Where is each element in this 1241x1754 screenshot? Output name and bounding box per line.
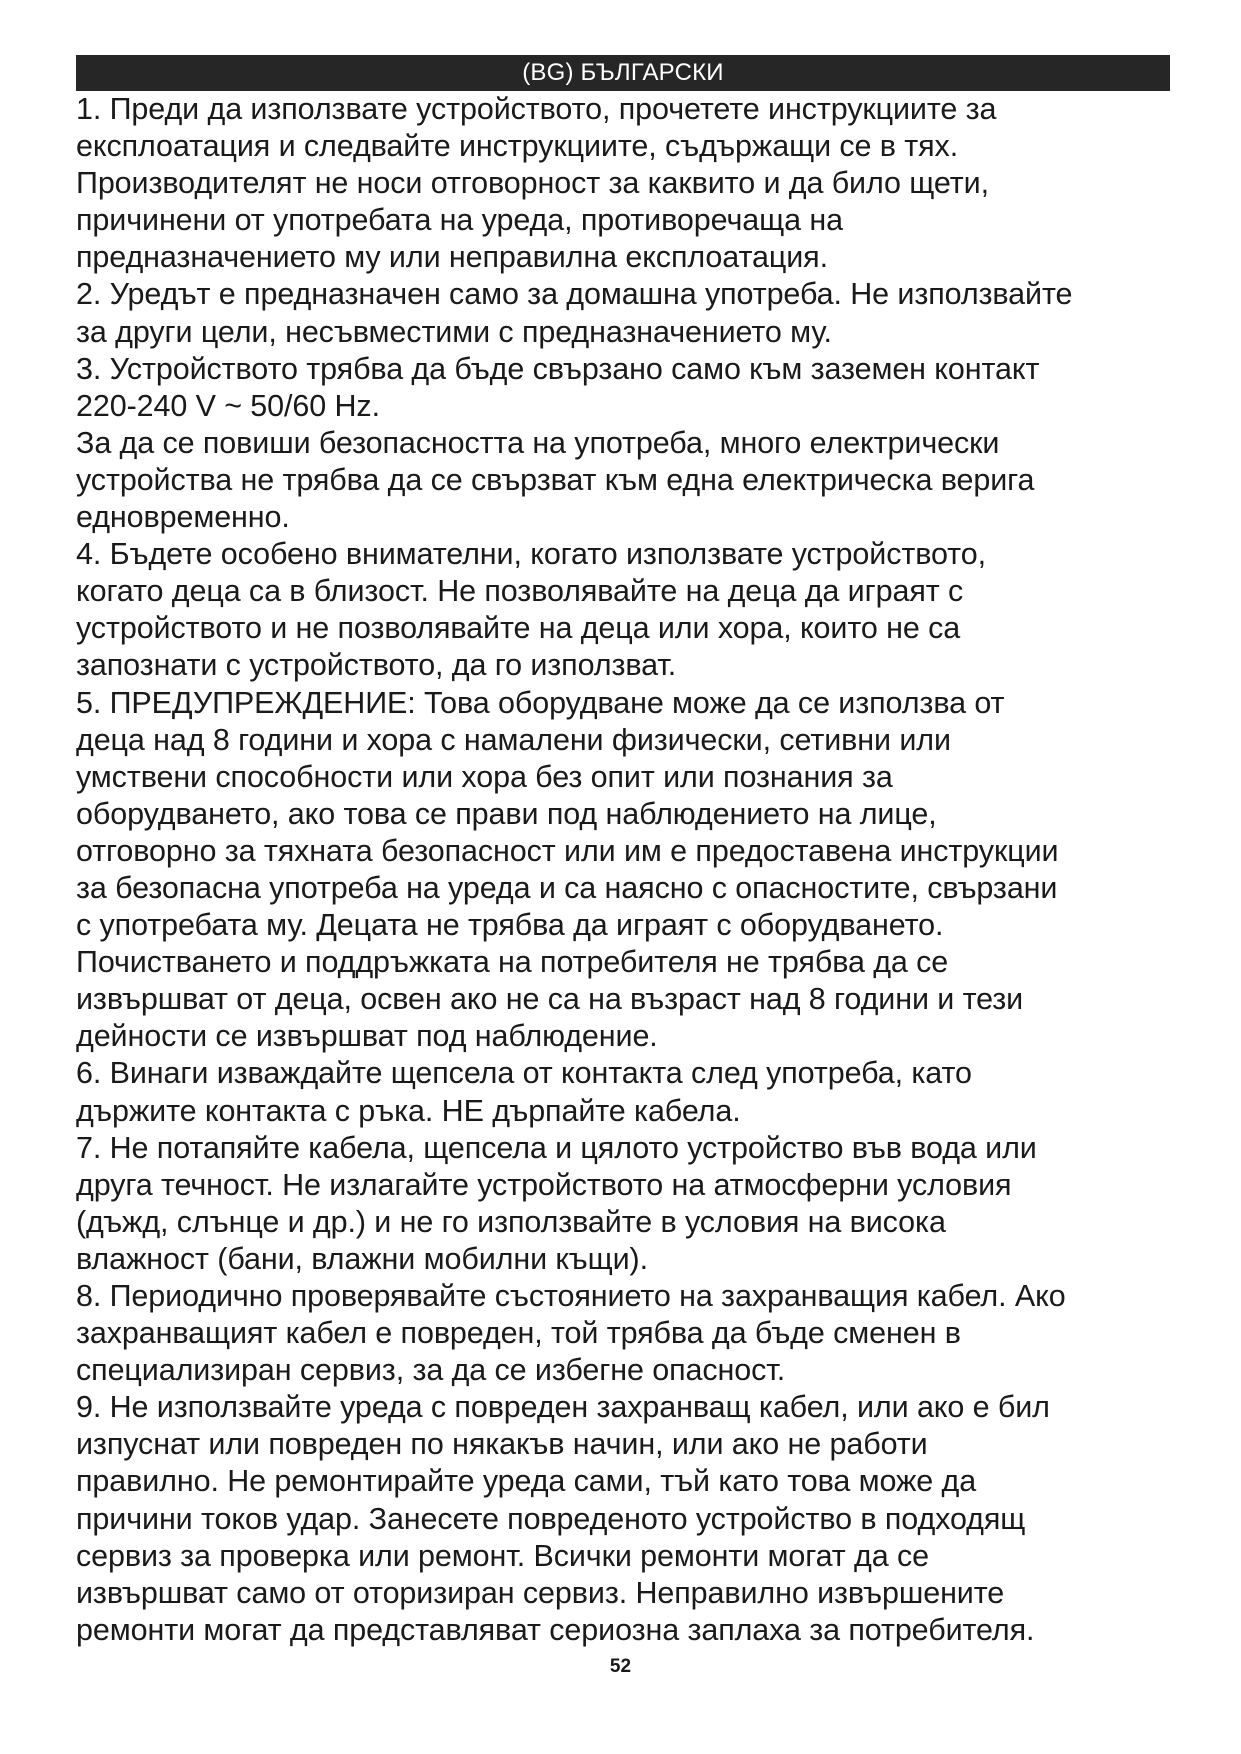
text-line: запознати с устройството, да го използват. (76, 648, 677, 683)
instruction-paragraph-5 (76, 685, 1186, 1056)
text-line: причинени от употребата на уреда, противоречаща на (76, 203, 843, 238)
text-line: причини токов удар. Занесете повреденото устройство в подходящ (76, 1501, 1026, 1536)
text-line: захранващият кабел е повреден, той трябва да бъде сменен в (76, 1316, 961, 1351)
text-line: 220-240 V ~ 50/60 Hz. (76, 388, 380, 423)
text-line: устройството и не позволявайте на деца или хора, които не са (76, 611, 961, 646)
instruction-paragraph-6 (76, 1055, 1186, 1129)
text-line: извършват от деца, освен ако не са на възраст над 8 години и тези (76, 982, 1024, 1017)
page-number: 52 (609, 1656, 632, 1677)
instructions-body (76, 91, 1186, 1649)
text-line: 5. ПРЕДУПРЕЖДЕНИЕ: Това оборудване може да се използва от (76, 685, 1005, 720)
text-line: Производителят не носи отговорност за каквито и да било щети, (76, 166, 989, 201)
text-line: влажност (бани, влажни мобилни къщи). (76, 1241, 648, 1276)
text-line: ремонти могат да представляват сериозна заплаха за потребителя. (76, 1612, 1035, 1647)
instruction-paragraph-9 (76, 1389, 1186, 1649)
text-line: За да се повиши безопасността на употреба, много електрически (76, 425, 1000, 460)
text-line: за други цели, несъвместими с предназначението му. (76, 314, 832, 349)
text-line: 7. Не потапяйте кабела, щепсела и цялото устройство във вода или (76, 1130, 1037, 1165)
text-line: с употребата му. Децата не трябва да играят с оборудването. (76, 908, 944, 943)
text-line: 3. Устройството трябва да бъде свързано само към заземен контакт (76, 351, 1040, 386)
text-line: правилно. Не ремонтирайте уреда сами, тъй като това може да (76, 1464, 977, 1499)
text-line: отговорно за тяхната безопасност или им е предоставена инструкции (76, 833, 1059, 868)
instruction-paragraph-7 (76, 1130, 1186, 1278)
text-line: специализиран сервиз, за да се избегне опасност. (76, 1353, 786, 1388)
text-line: сервиз за проверка или ремонт. Всички ремонти могат да се (76, 1538, 929, 1573)
text-line: едновременно. (76, 500, 290, 535)
text-line: 2. Уредът е предназначен само за домашна употреба. Не използвайте (76, 277, 1073, 312)
text-line: държите контакта с ръка. НЕ дърпайте кабела. (76, 1093, 741, 1128)
text-line: 9. Не използвайте уреда с повреден захранващ кабел, или ако е бил (76, 1390, 1050, 1425)
text-line: (дъжд, слънце и др.) и не го използвайте в условия на висока (76, 1204, 946, 1239)
instruction-paragraph-4 (76, 536, 1186, 684)
language-header-title: (BG) БЪЛГАРСКИ (522, 59, 724, 86)
text-line: дейности се извършват под наблюдение. (76, 1019, 658, 1054)
text-line: 4. Бъдете особено внимателни, когато използвате устройството, (76, 537, 986, 572)
text-line: Почистването и поддръжката на потребителя не трябва да се (76, 945, 949, 980)
text-line: 1. Преди да използвате устройството, прочетете инструкциите за (76, 92, 997, 126)
text-line: извършват само от оторизиран сервиз. Неправилно извършените (76, 1575, 1005, 1610)
text-line: 6. Винаги изваждайте щепсела от контакта след употреба, като (76, 1056, 972, 1091)
text-line: предназначението му или неправилна експлоатация. (76, 240, 828, 275)
text-line: друга течност. Не излагайте устройството на атмосферни условия (76, 1167, 1012, 1202)
text-line: за безопасна употреба на уреда и са наясно с опасностите, свързани (76, 870, 1058, 905)
instruction-paragraph-8 (76, 1278, 1186, 1389)
text-line: изпуснат или повреден по някакъв начин, или ако не работи (76, 1427, 928, 1462)
text-line: когато деца са в близост. Не позволявайте на деца да играят с (76, 574, 964, 609)
text-line: 8. Периодично проверявайте състоянието на захранващия кабел. Ако (76, 1279, 1066, 1313)
instruction-paragraph-3 (76, 351, 1186, 536)
text-line: оборудването, ако това се прави под наблюдението на лице, (76, 796, 937, 831)
language-header-bar (76, 55, 1170, 91)
text-line: експлоатация и следвайте инструкциите, съдържащи се в тях. (76, 129, 959, 164)
instruction-paragraph-1 (76, 91, 1186, 276)
text-line: умствени способности или хора без опит или познания за (76, 759, 893, 794)
text-line: устройства не трябва да се свързват към една електрическа верига (76, 462, 1035, 497)
instruction-paragraph-2 (76, 276, 1186, 350)
text-line: деца над 8 години и хора с намалени физически, сетивни или (76, 722, 951, 757)
